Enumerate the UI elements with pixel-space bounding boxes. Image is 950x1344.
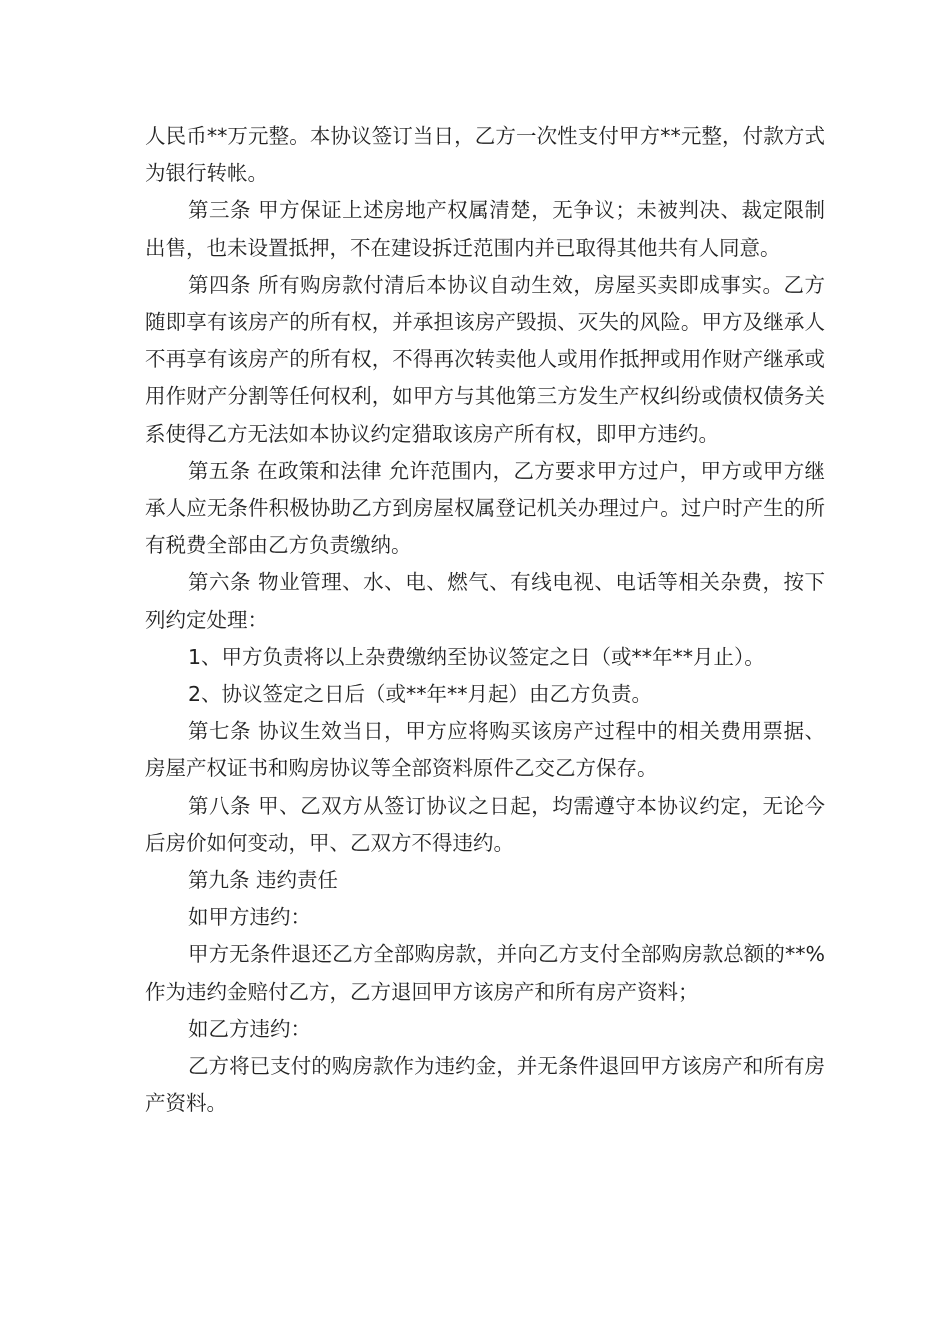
paragraph-article-9-heading: 第九条 违约责任 [188, 868, 339, 893]
paragraph-party-a-breach-heading: 如甲方违约： [188, 905, 311, 930]
paragraph-article-5: 第五条 在政策和法律 允许范围内，乙方要求甲方过户，甲方或甲方继承人应无条件积极协助乙方到房屋权属登记机关办理过户。过户时产生的所有税费全部由乙方负责缴纳。 [145, 458, 825, 558]
paragraph-article-8: 第八条 甲、乙双方从签订协议之日起，均需遵守本协议约定，无论今后房价如何变动，甲、乙双方不得违约。 [145, 793, 825, 855]
paragraph-article-3: 第三条 甲方保证上述房地产权属清楚，无争议；未被判决、裁定限制出售，也未设置抵押，不在建设拆迁范围内并已取得其他共有人同意。 [145, 198, 825, 260]
paragraph-article-6: 第六条 物业管理、水、电、燃气、有线电视、电话等相关杂费，按下列约定处理： [145, 570, 825, 632]
document-page [145, 118, 825, 1122]
paragraph-article-7: 第七条 协议生效当日，甲方应将购买该房产过程中的相关费用票据、房屋产权证书和购房协议等全部资料原件乙交乙方保存。 [145, 719, 825, 781]
paragraph-article-4: 第四条 所有购房款付清后本协议自动生效，房屋买卖即成事实。乙方随即享有该房产的所有权，并承担该房产毁损、灭失的风险。甲方及继承人不再享有该房产的所有权，不得再次转卖他人或用作抵押或用作财产继承或用作财产分割等任何权利，如甲方与其他第三方发生产权纠纷或债权债务关系使得乙方无法如本协议约定猎取该房产所有权，即甲方违约。 [145, 272, 825, 446]
paragraph-party-a-breach-terms: 甲方无条件退还乙方全部购房款，并向乙方支付全部购房款总额的**%作为违约金赔付乙方，乙方退回甲方该房产和所有房产资料； [145, 942, 825, 1004]
paragraph-payment: 人民币**万元整。本协议签订当日，乙方一次性支付甲方**元整，付款方式为银行转帐。 [145, 124, 825, 186]
paragraph-party-b-breach-terms: 乙方将已支付的购房款作为违约金，并无条件退回甲方该房产和所有房产资料。 [145, 1054, 825, 1116]
paragraph-article-6-item-2: 2、协议签定之日后（或**年**月起）由乙方负责。 [188, 682, 653, 707]
paragraph-party-b-breach-heading: 如乙方违约： [188, 1016, 311, 1041]
paragraph-article-6-item-1: 1、甲方负责将以上杂费缴纳至协议签定之日（或**年**月止）。 [188, 644, 765, 669]
